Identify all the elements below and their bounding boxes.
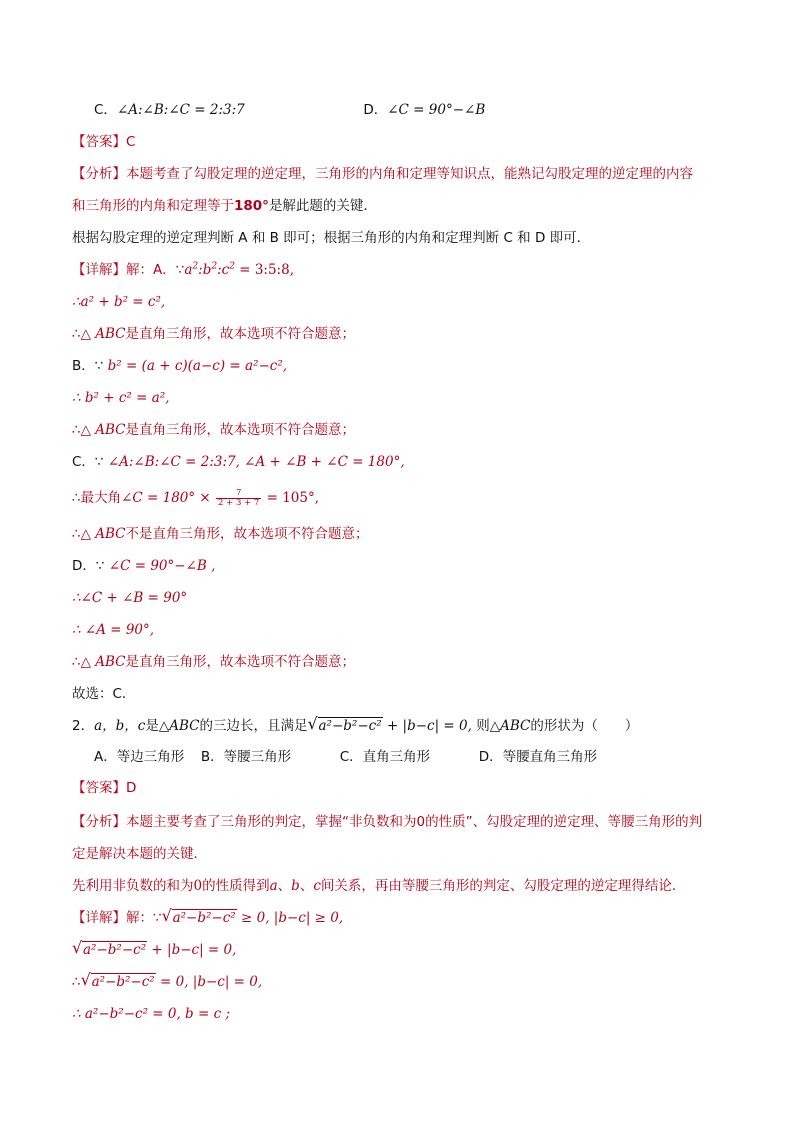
radical-icon: √ xyxy=(307,714,318,733)
analysis-text-a: 和三角形的内角和定理等于 xyxy=(72,198,234,214)
detail-line-6 xyxy=(72,418,355,442)
equation: ∴∠C + ∠B = 90° xyxy=(72,590,188,606)
analysis-line-4 xyxy=(72,842,207,866)
question-2 xyxy=(72,714,638,738)
colon: : xyxy=(198,262,203,278)
radicand: a²−b²−c² xyxy=(83,942,147,958)
analysis-tag: 【分析】 xyxy=(72,814,126,830)
radicand: a²−b²−c² xyxy=(318,718,382,734)
option-d-label: D． xyxy=(363,102,388,118)
text: 间关系，再由等腰三角形的判定、勾股定理的逆定理得结论． xyxy=(320,878,686,894)
choice-c: C．直角三角形 xyxy=(339,749,431,765)
therefore-triangle: ∴△ xyxy=(72,422,96,438)
choose-text: 故选：C． xyxy=(72,686,136,702)
conclusion: 是直角三角形，故本选项不符合题意； xyxy=(125,422,356,438)
angle-sum: 180° xyxy=(234,198,269,214)
detail-line-9 xyxy=(72,522,369,546)
text: 先利用非负数的和为 xyxy=(72,878,194,894)
var-b: b xyxy=(291,878,300,894)
therefore-triangle: ∴△ xyxy=(72,654,96,670)
detail-line-11 xyxy=(72,586,187,610)
choose-line xyxy=(72,682,135,706)
colon: : xyxy=(217,262,222,278)
var-b: b xyxy=(202,262,212,278)
answer-tag: 【答案】 xyxy=(72,134,126,150)
zero: 0 xyxy=(193,878,203,894)
triangle-name: ABC xyxy=(95,654,126,670)
analysis-line-1 xyxy=(72,162,693,186)
option-c-label: C． xyxy=(94,102,117,118)
option-b-prefix: B．∵ xyxy=(72,358,108,374)
var-a: a xyxy=(269,878,278,894)
equation: ∴ ∠A = 90°, xyxy=(72,622,155,638)
detail-line-14 xyxy=(72,906,343,930)
choice-d: D．等腰直角三角形 xyxy=(478,749,598,765)
equation: + |b−c| = 0, xyxy=(382,718,472,734)
sqrt-expr xyxy=(81,970,156,994)
var-c: c xyxy=(221,262,230,278)
equation: + |b−c| = 0, xyxy=(147,942,237,958)
answer-line-2 xyxy=(72,776,136,800)
equation: b² = (a + c)(a−c) = a²−c², xyxy=(107,358,288,374)
equation: ∴ b² + c² = a², xyxy=(72,390,170,406)
therefore-triangle: ∴△ xyxy=(72,326,96,342)
text: 解：∵ xyxy=(126,910,162,926)
equation: ∴a² + b² = c², xyxy=(72,294,166,310)
equation: ∴ a²−b²−c² = 0, b = c ; xyxy=(72,1006,230,1022)
q-text: 则△ xyxy=(471,718,501,734)
answer-tag: 【答案】 xyxy=(72,780,126,796)
equation: ∠A:∠B:∠C = 2:3:7, ∠A + ∠B + ∠C = 180°, xyxy=(107,454,405,470)
var-c: c xyxy=(313,878,321,894)
method-line xyxy=(72,226,590,250)
sep: 、 xyxy=(277,878,292,894)
exp: 2 xyxy=(192,261,199,272)
detail-line-2 xyxy=(72,290,165,314)
conclusion: 是直角三角形，故本选项不符合题意； xyxy=(125,654,356,670)
radical-icon: √ xyxy=(161,906,172,925)
sep: 、 xyxy=(299,878,314,894)
triangle-name: ABC xyxy=(169,718,200,734)
triangle-name: ABC xyxy=(95,422,126,438)
ratio: = 3:5:8, xyxy=(234,262,294,278)
analysis-line-3 xyxy=(72,810,702,834)
analysis-text: 定是解决本题的关键． xyxy=(72,846,207,862)
var-a: a xyxy=(184,262,193,278)
detail-line-3 xyxy=(72,322,355,346)
analysis-text: 本题考查了勾股定理的逆定理，三角形的内角和定理等知识点，能熟记勾股定理的逆定理的内容 xyxy=(126,166,693,182)
sqrt-expr xyxy=(308,714,383,738)
detail-line-1 xyxy=(72,258,294,282)
triangle-name: ABC xyxy=(95,326,126,342)
answer-value: D xyxy=(126,780,137,796)
conclusion: 不是直角三角形，故本选项不符合题意； xyxy=(125,526,369,542)
detail-line-17 xyxy=(72,1002,230,1026)
sqrt-expr xyxy=(72,938,147,962)
detail-a: 解：A．∵ xyxy=(126,262,185,278)
q-text: 的形状为（ ） xyxy=(530,718,639,734)
inequality: ≥ 0, |b−c| ≥ 0, xyxy=(236,910,344,926)
detail-line-4 xyxy=(72,354,287,378)
detail-line-16 xyxy=(72,970,262,994)
option-c-d-line xyxy=(94,98,485,122)
detail-line-15 xyxy=(72,938,236,962)
detail-line-8 xyxy=(72,486,319,510)
answer-line-1 xyxy=(72,130,135,154)
detail-tag: 【详解】 xyxy=(72,262,126,278)
result: = 105°, xyxy=(262,490,320,506)
analysis-line-2 xyxy=(72,194,377,218)
exp: 2 xyxy=(229,261,235,272)
numerator: 7 xyxy=(216,489,261,499)
option-d-expr: ∠C = 90°−∠B xyxy=(387,102,486,118)
therefore: ∴ xyxy=(72,974,81,990)
analysis-text-c: 是解此题的关键． xyxy=(268,198,377,214)
conclusion: 是直角三角形，故本选项不符合题意； xyxy=(125,326,356,342)
method-text: 根据勾股定理的逆定理判断 A 和 B 即可；根据三角形的内角和定理判断 C 和 D 即可． xyxy=(72,230,591,246)
triangle-name: ABC xyxy=(500,718,531,734)
answer-value: C xyxy=(126,134,136,150)
sides: a，b，c xyxy=(94,718,146,734)
text: 的性质得到 xyxy=(202,878,270,894)
triangle-name: ABC xyxy=(95,526,126,542)
sqrt-expr xyxy=(162,906,237,930)
equation: ∠C = 180° × xyxy=(121,490,216,506)
detail-line-10 xyxy=(72,554,215,578)
denominator: 2 + 3 + 7 xyxy=(218,497,260,508)
detail-tag: 【详解】 xyxy=(72,910,126,926)
detail-line-7 xyxy=(72,450,405,474)
exp: 2 xyxy=(211,261,218,272)
therefore-triangle: ∴△ xyxy=(72,526,96,542)
detail-line-5 xyxy=(72,386,169,410)
choice-a: A．等边三角形 xyxy=(94,749,185,765)
largest-angle: ∴最大角 xyxy=(72,490,122,506)
equation: = 0, |b−c| = 0, xyxy=(155,974,263,990)
analysis-tag: 【分析】 xyxy=(72,166,126,182)
analysis-line-5 xyxy=(72,874,685,898)
radical-icon: √ xyxy=(72,938,83,957)
q-text: 是△ xyxy=(145,718,170,734)
choices-line xyxy=(94,745,597,769)
choice-b: B．等腰三角形 xyxy=(200,749,292,765)
q-text: 的三边长，且满足 xyxy=(199,718,308,734)
equation: ∠C = 90°−∠B , xyxy=(108,558,216,574)
fraction xyxy=(216,489,261,508)
option-c-prefix: C．∵ xyxy=(72,454,108,470)
radicand: a²−b²−c² xyxy=(91,974,155,990)
question-number: 2． xyxy=(72,718,95,734)
radicand: a²−b²−c² xyxy=(172,910,236,926)
option-d-prefix: D．∵ xyxy=(72,558,109,574)
detail-line-13 xyxy=(72,650,355,674)
option-c-expr: ∠A:∠B:∠C = 2:3:7 xyxy=(116,102,245,118)
analysis-text: 本题主要考查了三角形的判定，掌握“非负数和为0的性质”、勾股定理的逆定理、等腰三角形的判 xyxy=(126,814,703,830)
radical-icon: √ xyxy=(80,970,91,989)
detail-line-12 xyxy=(72,618,154,642)
